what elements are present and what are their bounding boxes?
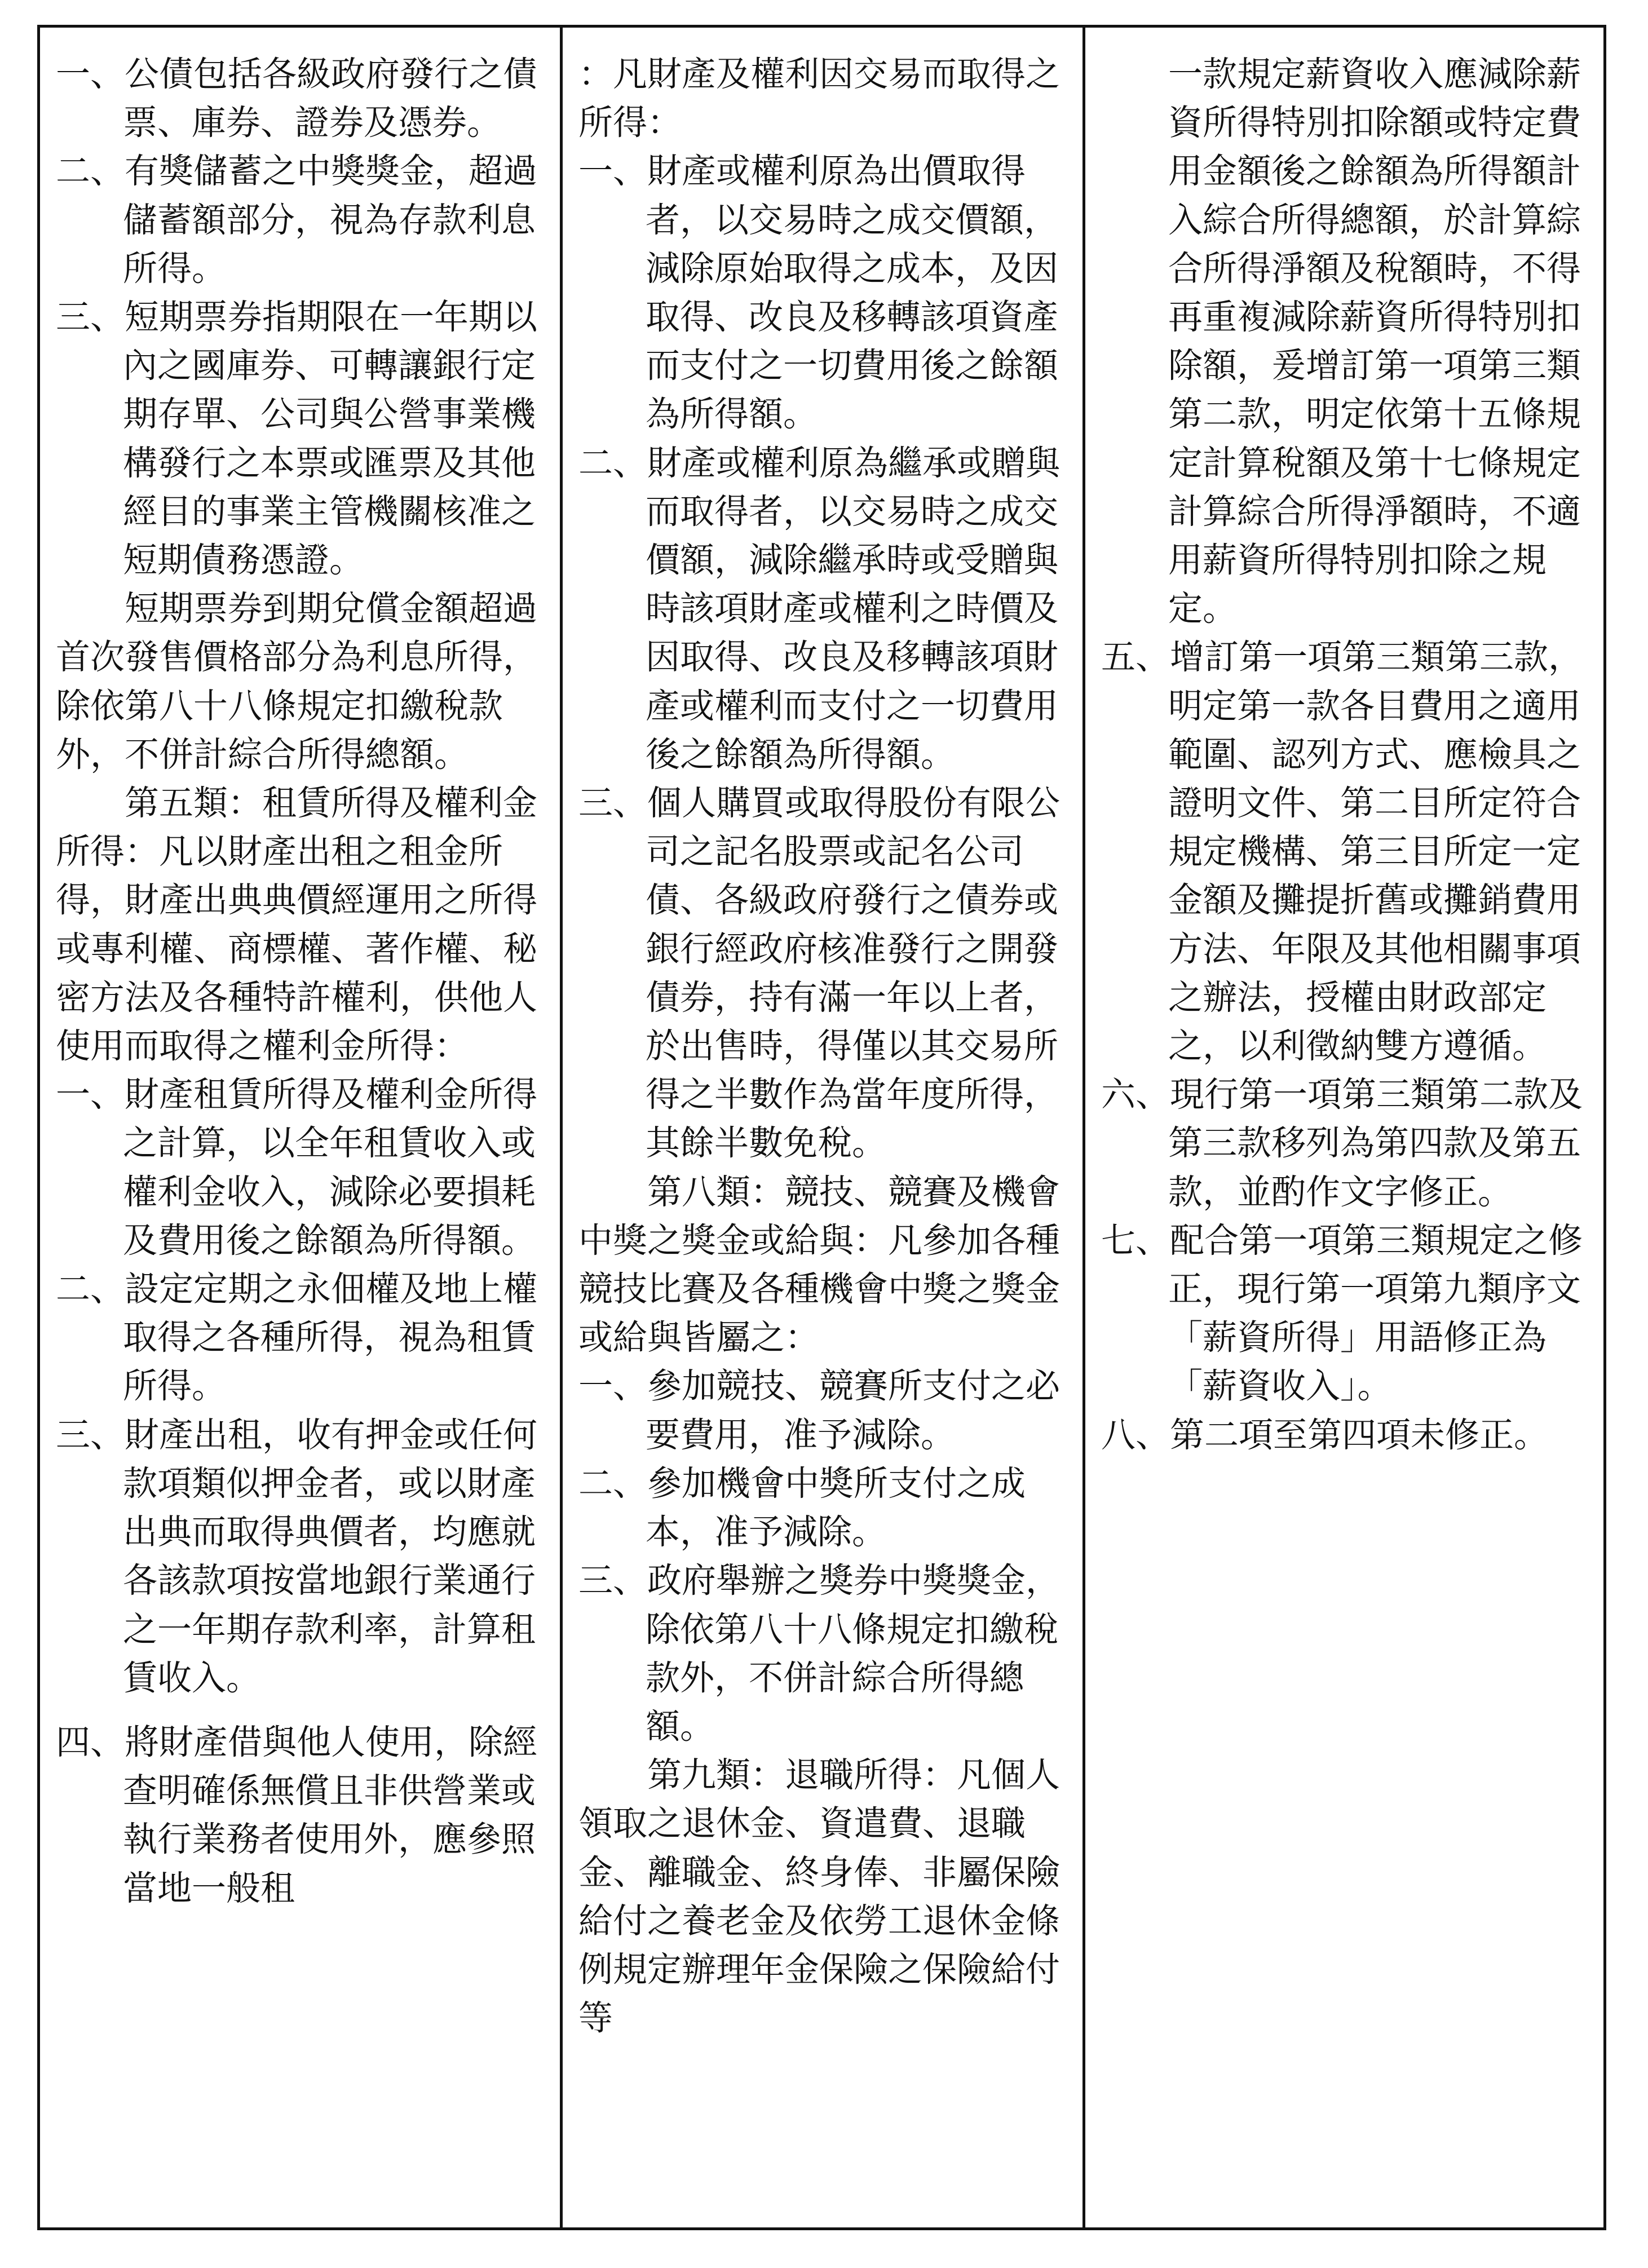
column-2 xyxy=(563,28,1085,2227)
list-item: 六、現行第一項第三類第二款及第三款移列為第四款及第五款，並酌作文字修正。 xyxy=(1101,1075,1583,1212)
column-1 xyxy=(40,28,563,2227)
list-item: 八、第二項至第四項未修正。 xyxy=(1101,1414,1549,1455)
continued-item: 一款規定薪資收入應減除薪資所得特別扣除額或特定費用金額後之餘額為所得額計入綜合所得總額，於計算綜合所得淨額及稅額時，不得再重複減除薪資所得特別扣除額，爰增訂第一項第三類第二款，明定依第十五條規定計算稅額及第十七條規定計算綜合所得淨額時，不適用薪資所得特別扣除之規定。 xyxy=(1168,54,1581,629)
list-item: 二、參加機會中獎所支付之成本，准予減除。 xyxy=(578,1463,1026,1553)
list-item: 一、公債包括各級政府發行之債票、庫券、證券及憑券。 xyxy=(56,54,538,143)
list-item: 一、財產租賃所得及權利金所得之計算，以全年租賃收入或權利金收入，減除必要損耗及費用後之餘額為所得額。 xyxy=(56,1075,538,1261)
paragraph: 短期票券到期兌償金額超過首次發售價格部分為利息所得，除依第八十八條規定扣繳稅款外，不併計綜合所得總額。 xyxy=(56,589,538,775)
list-item: 二、有獎儲蓄之中獎獎金，超過儲蓄額部分，視為存款利息所得。 xyxy=(56,151,538,289)
list-item: 三、政府舉辦之獎券中獎獎金，除依第八十八條規定扣繳稅款外，不併計綜合所得總額。 xyxy=(578,1560,1061,1747)
list-item: 五、增訂第一項第三類第三款，明定第一款各目費用之適用範圍、認列方式、應檢具之證明文件、第二目所定符合規定機構、第三目所定一定金額及攤提折舊或攤銷費用方法、年限及其他相關事項之辦法，授權由財政部定之，以利徵納雙方遵循。 xyxy=(1101,637,1583,1067)
column-3 xyxy=(1085,28,1603,2227)
list-item: 一、財產或權利原為出價取得者，以交易時之成交價額，減除原始取得之成本，及因取得、改良及移轉該項資產而支付之一切費用後之餘額為所得額。 xyxy=(578,151,1058,435)
paragraph: 第八類：競技、競賽及機會中獎之獎金或給與：凡參加各種競技比賽及各種機會中獎之獎金或給與皆屬之： xyxy=(578,1171,1061,1358)
list-item: 二、財產或權利原為繼承或贈與而取得者，以交易時之成交價額，減除繼承時或受贈與時該項財產或權利之時價及因取得、改良及移轉該項財產或權利而支付之一切費用後之餘額為所得額。 xyxy=(578,443,1061,775)
paragraph: 第九類：退職所得：凡個人領取之退休金、資遣費、退職金、離職金、終身俸、非屬保險給付之養老金及依勞工退休金條例規定辦理年金保險之保險給付等 xyxy=(578,1755,1061,2039)
paragraph: 第五類：租賃所得及權利金所得：凡以財產出租之租金所得，財產出典典價經運用之所得或專利權、商標權、著作權、秘密方法及各種特許權利，供他人使用而取得之權利金所得： xyxy=(56,783,538,1067)
text-line: ：凡財產及權利因交易而取得之所得： xyxy=(578,54,1061,143)
list-item: 三、個人購買或取得股份有限公司之記名股票或記名公司債、各級政府發行之債券或銀行經政府核准發行之開發債券，持有滿一年以上者，於出售時，得僅以其交易所得之半數作為當年度所得，其餘半數免稅。 xyxy=(578,783,1061,1164)
list-item: 七、配合第一項第三類規定之修正，現行第一項第九類序文「薪資所得」用語修正為「薪資收入」。 xyxy=(1101,1220,1583,1407)
list-item: 三、短期票券指期限在一年期以內之國庫券、可轉讓銀行定期存單、公司與公營事業機構發行之本票或匯票及其他經目的事業主管機關核准之短期債務憑證。 xyxy=(56,297,538,581)
list-item: 二、設定定期之永佃權及地上權取得之各種所得，視為租賃所得。 xyxy=(56,1269,538,1407)
document-page xyxy=(37,25,1606,2230)
list-item: 四、將財產借與他人使用，除經查明確係無償且非供營業或執行業務者使用外，應參照當地一般租 xyxy=(56,1722,538,1908)
block-gap xyxy=(56,1703,544,1718)
list-item: 一、參加競技、競賽所支付之必要費用，准予減除。 xyxy=(578,1366,1061,1455)
list-item: 三、財產出租，收有押金或任何款項類似押金者，或以財產出典而取得典價者，均應就各該款項按當地銀行業通行之一年期存款利率，計算租賃收入。 xyxy=(56,1414,538,1698)
